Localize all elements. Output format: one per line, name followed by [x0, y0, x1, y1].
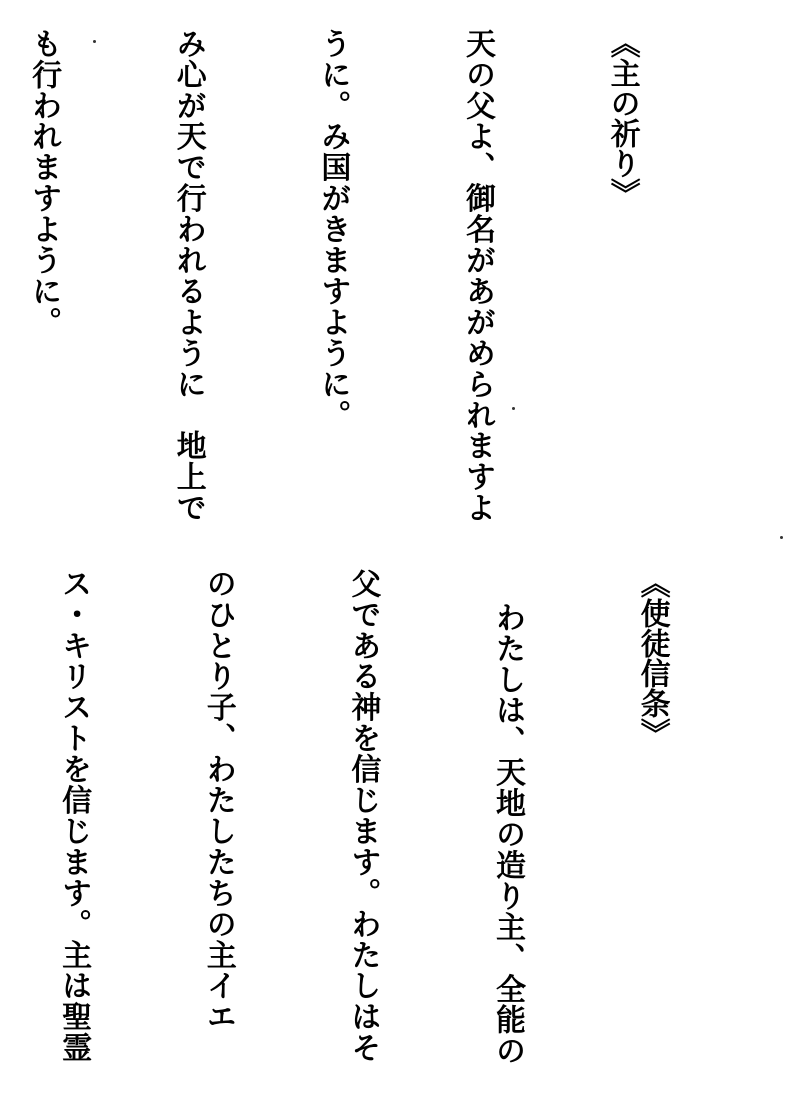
- apostles-creed-line: ス・キリストを信じます。主は聖霊: [56, 568, 92, 1064]
- lords-prayer-line: 天の父よ、御名があがめられますよ: [459, 28, 495, 524]
- apostles-creed-title: 《使徒信条》: [634, 568, 670, 748]
- lords-prayer-line: うに。み国がきますように。: [315, 28, 351, 431]
- scan-speck: [780, 536, 783, 539]
- lords-prayer-line: も行われますように。: [26, 28, 62, 338]
- lords-prayer-title: 《主の祈り》: [604, 28, 640, 208]
- lords-prayer-section: [0, 28, 742, 528]
- apostles-creed-line: わたしは、天地の造り主、全能の: [489, 602, 525, 1067]
- apostles-creed-line: のひとり子、わたしたちの主イエ: [200, 568, 236, 1033]
- scan-speck: [512, 407, 515, 410]
- apostles-creed-line: 父である神を信じます。わたしはそ: [345, 568, 381, 1064]
- scan-speck: [93, 40, 96, 43]
- apostles-creed-section: [0, 568, 772, 1067]
- lords-prayer-line: み心が天で行われるように 地上で: [170, 28, 206, 524]
